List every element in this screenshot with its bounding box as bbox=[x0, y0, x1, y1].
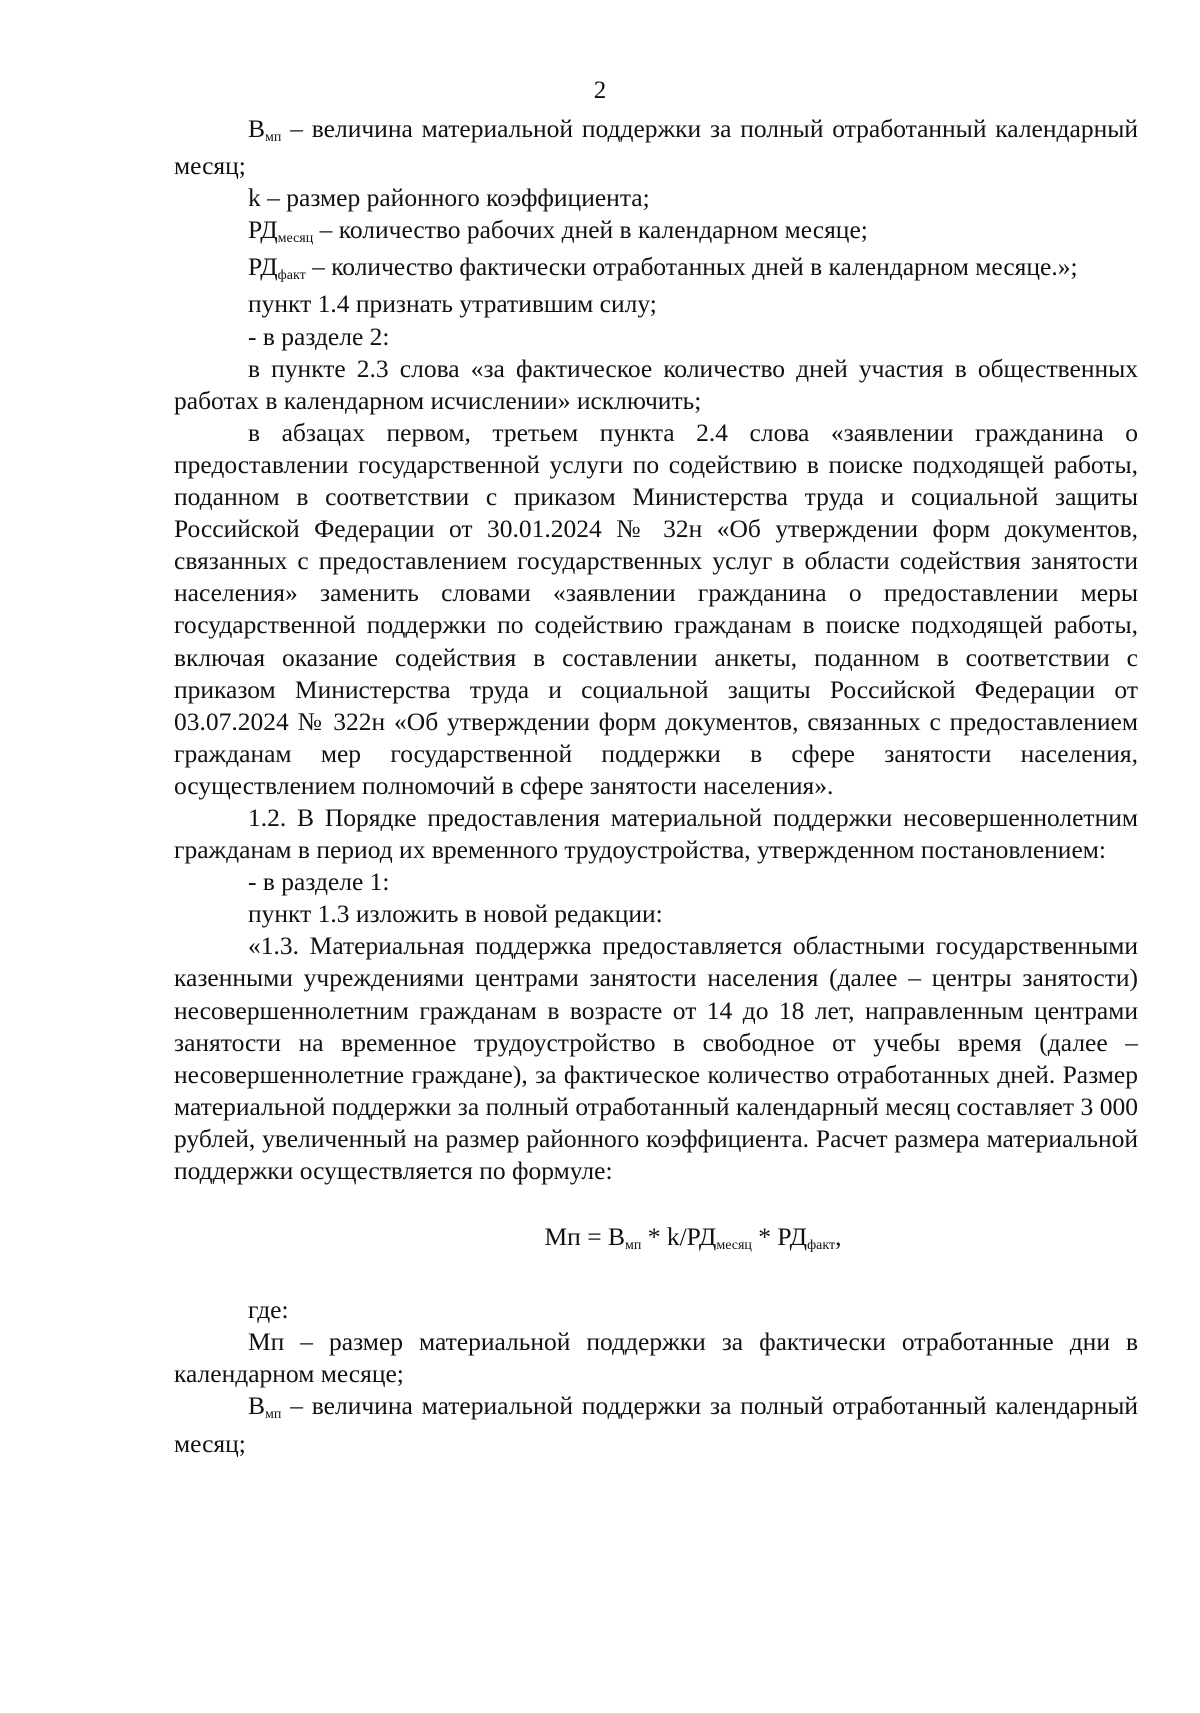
paragraph: Вмп – величина материальной поддержки за полный отработанный календарный месяц; bbox=[174, 1391, 1138, 1458]
page-number: 2 bbox=[593, 77, 607, 104]
paragraph: РДфакт – количество фактически отработанных дней в календарном месяце.»; bbox=[248, 252, 1078, 284]
paragraph: в пункте 2.3 слова «за фактическое количество дней участия в общественных работах в календарном исчислении» исключить; bbox=[174, 353, 1138, 415]
paragraph: РДмесяц – количество рабочих дней в календарном месяце; bbox=[248, 215, 868, 247]
paragraph: пункт 1.3 изложить в новой редакции: bbox=[248, 899, 663, 929]
paragraph: где: bbox=[248, 1295, 289, 1325]
paragraph: пункт 1.4 признать утратившим силу; bbox=[248, 289, 657, 319]
formula: Мп = Вмп * k/РДмесяц * РДфакт, bbox=[544, 1222, 842, 1254]
paragraph: в абзацах первом, третьем пункта 2.4 слова «заявлении гражданина о предоставлении государственной услуги по содействию в поиске подходящей работы, поданном в соответствии с приказом Министерства труда и социальной защиты Российской Федерации от 30.01.2024 № 32н «Об утверждении форм документов, связанных с предоставлением государственных услуг в области содействия занятости населения» заменить словами «заявлении гражданина о предоставлении меры государственной поддержки по содействию гражданам в поиске подходящей работы, включая оказание содействия в составлении анкеты, поданном в соответствии с приказом Министерства труда и социальной защиты Российской Федерации от 03.07.2024 № 322н «Об утверждении форм документов, связанных с предоставлением гражданам мер государственной поддержки в сфере занятости населения, осуществлением полномочий в сфере занятости населения». bbox=[174, 417, 1138, 800]
paragraph: 1.2. В Порядке предоставления материальной поддержки несовершеннолетним гражданам в период их временного трудоустройства, утвержденном постановлением: bbox=[174, 802, 1138, 865]
paragraph: Вмп – величина материальной поддержки за полный отработанный календарный месяц; bbox=[174, 114, 1138, 181]
paragraph: - в разделе 1: bbox=[248, 867, 390, 897]
document-body bbox=[174, 113, 1138, 1460]
paragraph: k – размер районного коэффициента; bbox=[248, 183, 650, 213]
paragraph: «1.3. Материальная поддержка предоставляется областными государственными казенными учреждениями центрами занятости населения (далее – центры занятости) несовершеннолетним гражданам в возрасте от 14 до 18 лет, направленным центрами занятости на временное трудоустройство в свободное от учебы время (далее – несовершеннолетние граждане), за фактическое количество отработанных дней. Размер материальной поддержки за полный отработанный календарный месяц составляет 3 000 рублей, увеличенный на размер районного коэффициента. Расчет размера материальной поддержки осуществляется по формуле: bbox=[174, 931, 1138, 1185]
paragraph: - в разделе 2: bbox=[248, 321, 390, 351]
paragraph: Мп – размер материальной поддержки за фактически отработанные дни в календарном месяце; bbox=[174, 1327, 1138, 1389]
